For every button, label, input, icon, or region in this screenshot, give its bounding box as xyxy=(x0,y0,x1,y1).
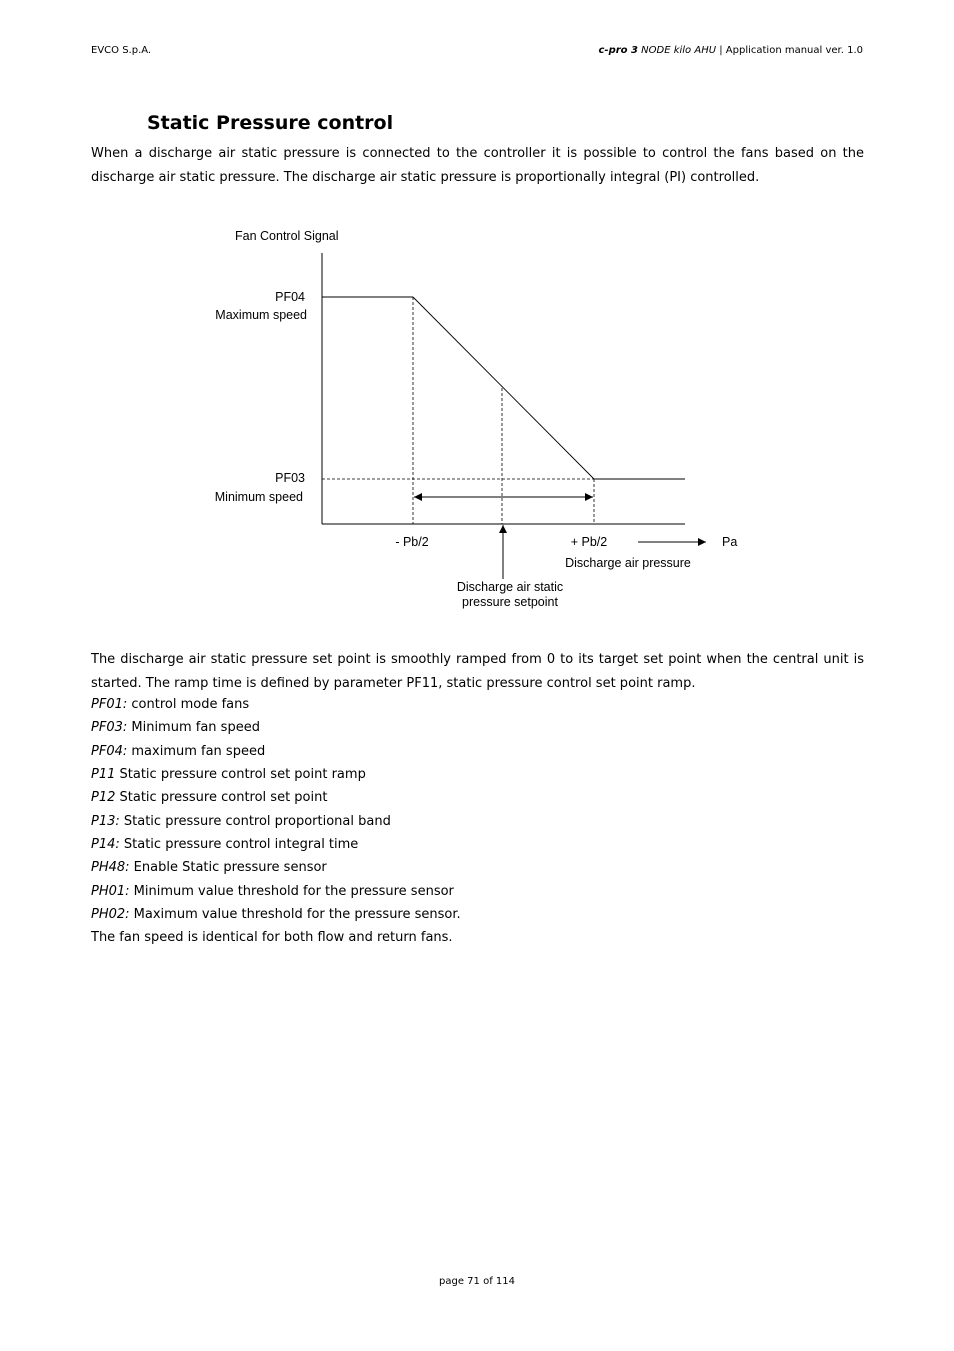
parameter-list xyxy=(91,693,461,950)
parameter-description: Minimum fan speed xyxy=(127,720,260,736)
parameter-description: Static pressure control set point xyxy=(115,790,328,806)
parameter-item xyxy=(91,903,461,926)
parameter-item xyxy=(91,856,461,879)
setpoint-label-line2: pressure setpoint xyxy=(462,595,558,609)
page-number: page 71 of 114 xyxy=(439,1276,515,1287)
header-product: c-pro 3 xyxy=(598,45,638,56)
parameter-description: Static pressure control proportional band xyxy=(119,813,391,829)
parameter-description: Static pressure control set point ramp xyxy=(115,767,366,783)
parameter-code: PH01: xyxy=(91,883,130,899)
y-axis-label: Fan Control Signal xyxy=(235,229,339,243)
parameter-description: Enable Static pressure sensor xyxy=(129,860,327,876)
parameter-code: PF04: xyxy=(91,743,128,759)
parameter-description: Maximum value threshold for the pressure sensor. xyxy=(129,907,461,923)
x-axis-label: Discharge air pressure xyxy=(565,556,691,570)
parameter-item xyxy=(91,716,461,739)
header-separator: | xyxy=(719,45,723,56)
parameter-code: PF03: xyxy=(91,720,128,736)
parameter-description: control mode fans xyxy=(127,697,250,712)
parameter-code: PH48: xyxy=(91,860,130,876)
parameter-item xyxy=(91,740,461,763)
parameter-item xyxy=(91,786,461,809)
parameter-item xyxy=(91,810,461,833)
min-speed-code: PF03 xyxy=(275,471,305,485)
ramp-paragraph: The discharge air static pressure set point is smoothly ramped from 0 to its target set point when the central unit is started. The ramp time is defined by parameter PF11, static pressure control set point ramp. xyxy=(91,652,864,691)
parameter-code: PH02: xyxy=(91,907,130,923)
parameter-item xyxy=(91,833,461,856)
x-unit-label: Pa xyxy=(722,535,738,549)
header-company: EVCO S.p.A. xyxy=(91,45,152,56)
parameter-code: P11 xyxy=(91,767,116,783)
static-pressure-diagram xyxy=(0,0,954,640)
max-speed-label: Maximum speed xyxy=(215,308,307,322)
parameter-code: P12 xyxy=(91,790,116,806)
header-doc-title: Application manual ver. 1.0 xyxy=(725,45,863,56)
plus-band-label: + Pb/2 xyxy=(570,535,608,549)
parameter-description: Static pressure control integral time xyxy=(119,837,359,853)
parameter-item xyxy=(91,763,461,786)
closing-sentence: The fan speed is identical for both flow and return fans. xyxy=(91,930,453,946)
parameter-code: P14: xyxy=(91,837,120,853)
min-speed-label: Minimum speed xyxy=(214,490,303,504)
max-speed-code: PF04 xyxy=(275,290,305,304)
parameter-description: Minimum value threshold for the pressure sensor xyxy=(129,883,454,899)
proportional-ramp xyxy=(413,297,594,479)
minus-band-label: - Pb/2 xyxy=(395,535,429,549)
parameter-description: maximum fan speed xyxy=(127,743,266,759)
intro-paragraph: When a discharge air static pressure is connected to the controller it is possible to control the fans based on the discharge air static pressure. The discharge air static pressure is proportionally integral (PI) controlled. xyxy=(91,146,864,185)
setpoint-label-line1: Discharge air static xyxy=(456,580,564,594)
section-title: Static Pressure control xyxy=(147,112,394,134)
header-model: NODE kilo AHU xyxy=(641,45,717,56)
parameter-item xyxy=(91,693,461,716)
parameter-code: P13: xyxy=(91,813,120,829)
parameter-item xyxy=(91,880,461,903)
parameter-code: PF01: xyxy=(91,697,128,712)
